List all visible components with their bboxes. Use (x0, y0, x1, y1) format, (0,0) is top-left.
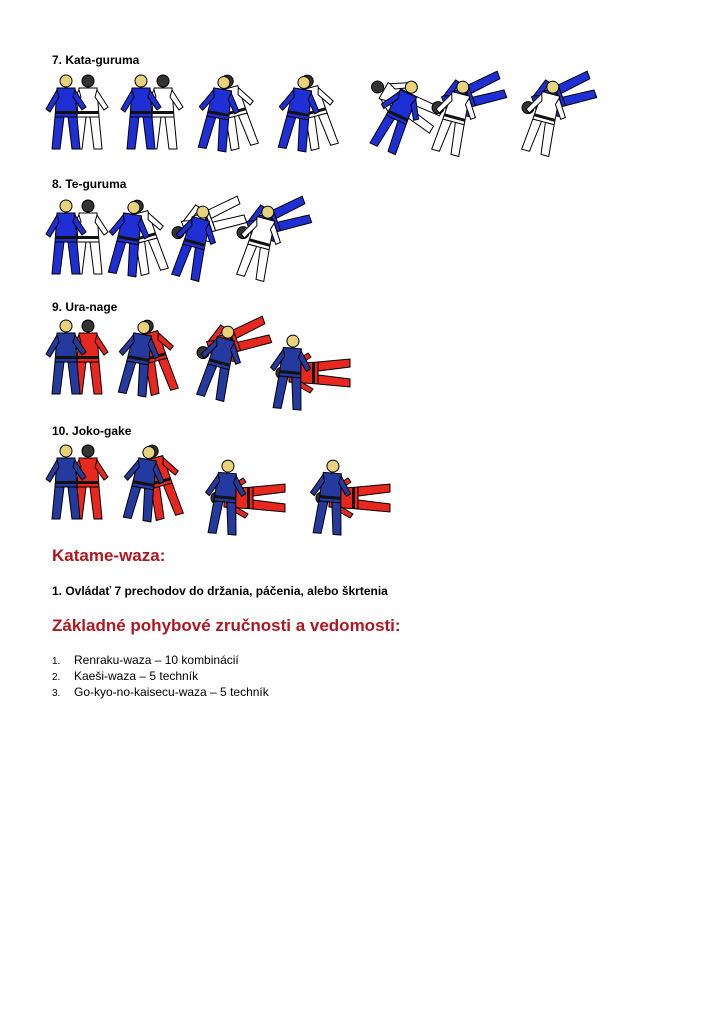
technique-frame-illustration (282, 70, 344, 160)
technique-illustration-strip (52, 70, 612, 160)
technique-illustration-strip (52, 195, 312, 285)
technique-title: 9. Ura-nage (52, 300, 118, 314)
technique-title: 8. Te-guruma (52, 177, 127, 191)
technique-frame-illustration (237, 195, 299, 285)
list-item (52, 652, 269, 668)
technique-frame-illustration (52, 315, 114, 405)
technique-frame-illustration (112, 195, 174, 285)
technique-illustration-strip (52, 315, 362, 405)
technique-frame-illustration (197, 315, 259, 405)
technique-frame-illustration (172, 195, 234, 285)
list-item (52, 684, 269, 700)
section-heading-basics: Základné pohybové zručnosti a vedomosti: (52, 616, 401, 635)
technique-title: 10. Joko-gake (52, 424, 132, 438)
technique-frame-illustration (377, 70, 439, 160)
technique-frame-illustration (522, 70, 584, 160)
section-heading-katame-waza: Katame-waza: (52, 546, 166, 565)
list-text: Kaeši-waza – 5 techník (74, 669, 199, 683)
list-number: 1. (52, 656, 61, 667)
technique-title: 7. Kata-guruma (52, 53, 140, 67)
technique-frame-illustration (127, 440, 189, 530)
technique-illustration-strip (52, 440, 442, 530)
technique-frame-illustration (272, 315, 334, 405)
technique-frame-illustration (127, 70, 189, 160)
technique-frame-illustration (312, 440, 374, 530)
technique-frame-illustration (52, 70, 114, 160)
katame-item: 1. Ovládať 7 prechodov do držania, páčenia, alebo škrtenia (52, 584, 388, 598)
technique-frame-illustration (202, 70, 264, 160)
technique-frame-illustration (52, 440, 114, 530)
technique-frame-illustration (207, 440, 269, 530)
list-text: Renraku-waza – 10 kombinácií (74, 653, 239, 667)
list-text: Go-kyo-no-kaisecu-waza – 5 techník (74, 685, 269, 699)
technique-frame-illustration (122, 315, 184, 405)
list-item (52, 668, 269, 684)
basics-list (52, 652, 269, 700)
list-number: 3. (52, 688, 61, 699)
list-number: 2. (52, 672, 61, 683)
technique-frame-illustration (432, 70, 494, 160)
technique-frame-illustration (52, 195, 114, 285)
